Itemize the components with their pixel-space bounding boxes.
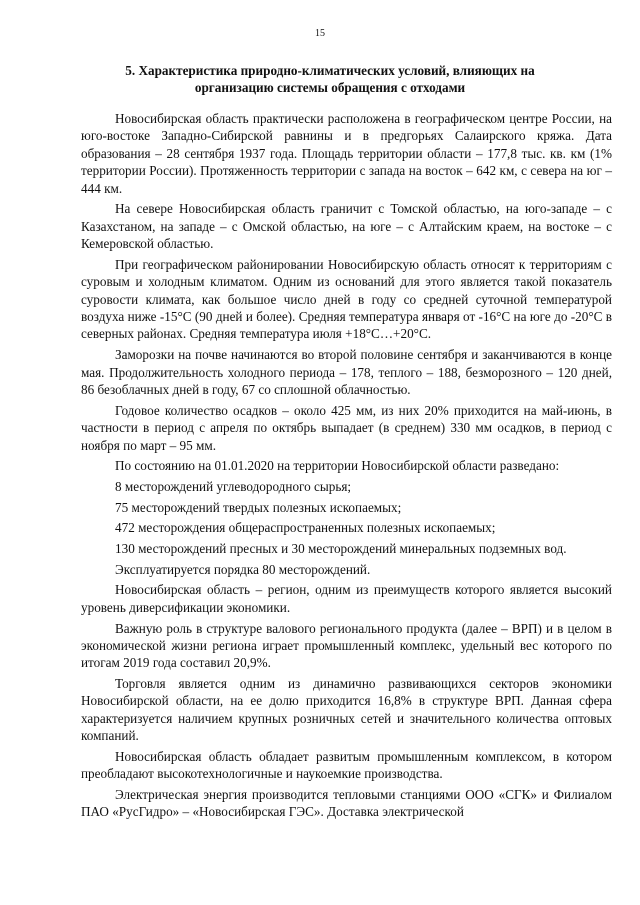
list-item-hydrocarbon: 8 месторождений углеводородного сырья; (115, 478, 352, 494)
paragraph-exploited: Эксплуатируется порядка 80 месторождений. (115, 561, 371, 577)
paragraph-frost: Заморозки на почве начинаются во второй половине сентября и заканчиваются в конце мая. Продолжительность холодного периода – 178, теплого – 188, безморозного – 120 дней, 86 безоблачных дней в году, 67 со сплошной облачностью. (81, 347, 612, 397)
paragraph-economy: Новосибирская область – регион, одним из преимуществ которого является высокий уровень диверсификации экономики. (81, 582, 612, 615)
paragraph-energy: Электрическая энергия производится тепловыми станциями ООО «СГК» и Филиалом ПАО «РусГидро» – «Новосибирская ГЭС». Доставка электрической (81, 787, 612, 820)
list-item-solid-minerals: 75 месторождений твердых полезных ископаемых; (115, 499, 402, 515)
paragraph-deposits-intro: По состоянию на 01.01.2020 на территории Новосибирской области разведано: (115, 458, 560, 474)
paragraph-industry: Новосибирская область обладает развитым промышленным комплексом, в котором преобладают высокотехнологичные и наукоемкие производства. (81, 748, 612, 782)
list-item-ground-water: 130 месторождений пресных и 30 месторождений минеральных подземных вод. (115, 541, 567, 557)
paragraph-trade: Торговля является одним из динамично развивающихся секторов экономики Новосибирской области, на ее долю приходится 16,8% в структуре ВРП. Данная сфера характеризуется наличием крупных розничных сетей и значительного количества оптовых компаний. (81, 676, 612, 744)
paragraph-location: Новосибирская область практически расположена в географическом центре России, на юго-востоке Западно-Сибирской равнины и в предгорьях Салаирского кряжа. Дата образования – 28 сентября 1937 года. Площадь территории области – 177,8 тыс. кв. км (1% территории России). Протяженность территории с запада на восток – 642 км, с севера на юг – 444 км. (81, 111, 612, 196)
paragraph-climate: При географическом районировании Новосибирскую область относят к территориям с суровым и холодным климатом. Одним из оснований для этого является такой показатель суровости климата, как большое число дней в году со средней суточной температурой воздуха ниже -15°С (90 дней и более). Средняя температура января от -16°С на юге до -20°С в северных районах. Средняя температура июля +18°С…+20°С. (81, 256, 612, 342)
list-item-common-minerals: 472 месторождения общераспространенных полезных ископаемых; (115, 520, 496, 536)
paragraph-precipitation: Годовое количество осадков – около 425 мм, из них 20% приходится на май-июнь, в частности в период с апреля по октябрь выпадает (в среднем) 330 мм осадков, в период с ноября по март – 95 мм. (81, 402, 612, 453)
paragraph-borders: На севере Новосибирская область граничит с Томской областью, на юго-западе – с Казахстаном, на западе – с Омской областью, на юге – с Алтайским краем, на востоке – с Кемеровской областью. (81, 201, 612, 252)
page-number: 15 (315, 28, 325, 39)
section-heading-line-2: организацию системы обращения с отходами (194, 80, 466, 95)
section-heading-line-1: 5. Характеристика природно-климатических условий, влияющих на (125, 63, 535, 78)
paragraph-grp: Важную роль в структуре валового регионального продукта (далее – ВРП) и в целом в экономической жизни региона играет промышленный комплекс, удельный вес которого по итогам 2019 года составил 20,9%. (81, 620, 612, 671)
section-heading (70, 62, 590, 96)
body-text (81, 110, 612, 824)
